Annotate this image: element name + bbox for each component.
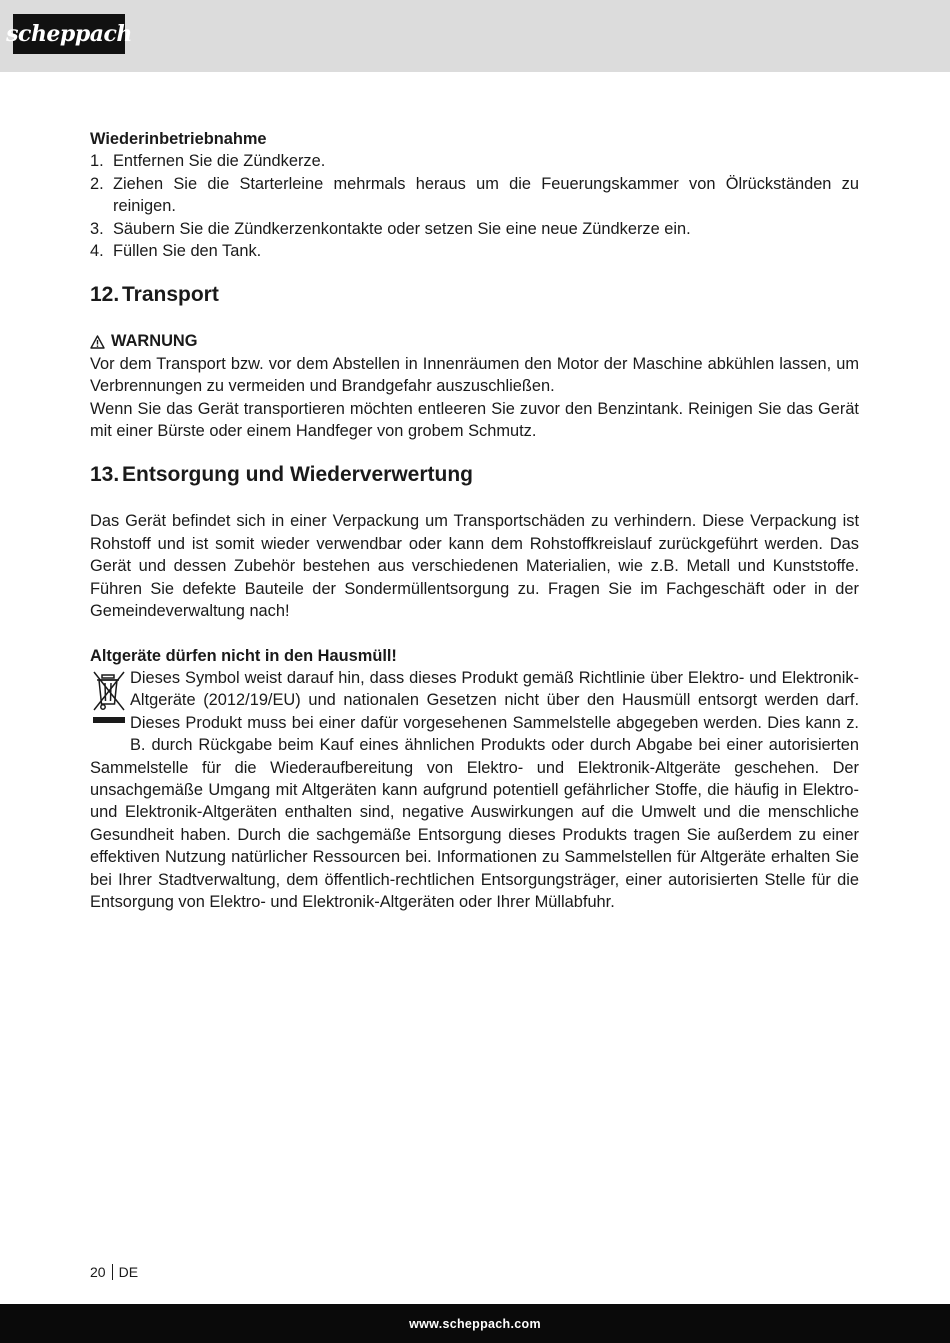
divider: [112, 1264, 113, 1280]
step-number: 1.: [90, 152, 104, 171]
disposal-heading: [90, 462, 859, 488]
language-code: DE: [118, 1264, 139, 1280]
step-number: 2.: [90, 174, 104, 193]
list-item: [90, 150, 859, 172]
warning-label-row: [90, 330, 859, 352]
step-text: Füllen Sie den Tank.: [113, 242, 262, 261]
disposal-section: [90, 462, 859, 913]
restart-title: Wiederinbetriebnahme: [90, 130, 267, 148]
list-item: [90, 173, 859, 218]
disposal-text: Das Gerät befindet sich in einer Verpackung um Transportschäden zu verhindern. Diese Verpackung ist Rohstoff und ist somit wieder verwendbar oder kann dem Rohstoffkreislauf zurückgeführt werden. Das Gerät und dessen Zubehör bestehen aus verschiedenen Materialien, wie z.B. Metall und Kunststoffe. Führen Sie defekte Bauteile der Sondermüllentsorgung zu. Fragen Sie im Fachgeschäft oder in der Gemeindeverwaltung nach!: [90, 512, 859, 621]
warning-triangle-icon: [90, 335, 105, 349]
page-footer: [0, 1304, 950, 1343]
warning-text: Vor dem Transport bzw. vor dem Abstellen in Innenräumen den Motor der Maschine abkühlen lassen, um Verbrennungen zu vermeiden und Brandgefahr auszuschließen.: [90, 354, 859, 396]
scheppach-logo: scheppach: [13, 14, 125, 54]
step-number: 3.: [90, 219, 104, 238]
page-header: [0, 0, 950, 72]
page-number-area: [90, 1264, 138, 1280]
weee-title: Altgeräte dürfen nicht in den Hausmüll!: [90, 646, 397, 665]
website-url: www.scheppach.com: [409, 1316, 541, 1331]
crossed-out-wheelie-bin-icon: [90, 669, 128, 735]
step-text: Ziehen Sie die Starterleine mehrmals heraus um die Feuerungskammer von Ölrückständen zu reinigen.: [113, 174, 859, 216]
restart-section: [90, 128, 859, 262]
page-content: [90, 128, 859, 913]
transport-section: [90, 282, 859, 442]
list-item: [90, 218, 859, 240]
step-text: Entfernen Sie die Zündkerze.: [113, 152, 326, 171]
warning-label: WARNUNG: [111, 332, 198, 351]
list-item: [90, 240, 859, 262]
heading-title: Transport: [122, 283, 219, 307]
restart-steps: [90, 150, 859, 262]
transport-heading: [90, 282, 859, 308]
weee-block: [90, 667, 859, 913]
heading-number: 13.: [90, 463, 120, 487]
page-number: 20: [90, 1264, 106, 1280]
heading-title: Entsorgung und Wiederverwertung: [122, 463, 473, 487]
heading-number: 12.: [90, 283, 120, 307]
weee-text: Dieses Symbol weist darauf hin, dass dieses Produkt gemäß Richtlinie über Elektro- und Elektronik-Altgeräte (2012/19/EU) und nationalen Gesetzen nicht über den Hausmüll entsorgt werden darf. Dieses Produkt muss bei einer dafür vorgesehenen Sammelstelle abgegeben werden. Dies kann z. B. durch Rückgabe beim Kauf eines ähnlichen Produkts oder durch Abgabe bei einer autorisierten Sammelstelle für die Wiederaufbereitung von Elektro- und Elektronik-Altgeräte geschehen. Der unsachgemäße Umgang mit Altgeräten kann aufgrund potentiell gefährlicher Stoffe, die häufig in Elektro- und Elektronik-Altgeräten enthalten sind, negative Auswirkungen auf die Umwelt und die menschliche Gesundheit haben. Durch die sachgemäße Entsorgung dieses Produkts tragen Sie außerdem zu einer effektiven Nutzung natürlicher Ressourcen bei. Informationen zu Sammelstellen für Altgeräte erhalten Sie bei Ihrer Stadtverwaltung, dem öffentlich-rechtlichen Entsorgungsträger, einer autorisierten Stelle für die Entsorgung von Elektro- und Elektronik-Altgeräten oder Ihrer Müllabfuhr.: [90, 668, 859, 911]
step-text: Säubern Sie die Zündkerzenkontakte oder setzen Sie eine neue Zündkerze ein.: [113, 219, 691, 238]
step-number: 4.: [90, 242, 104, 261]
transport-text: Wenn Sie das Gerät transportieren möchten entleeren Sie zuvor den Benzintank. Reinigen Sie das Gerät mit einer Bürste oder einem Handfeger von grobem Schmutz.: [90, 399, 859, 441]
